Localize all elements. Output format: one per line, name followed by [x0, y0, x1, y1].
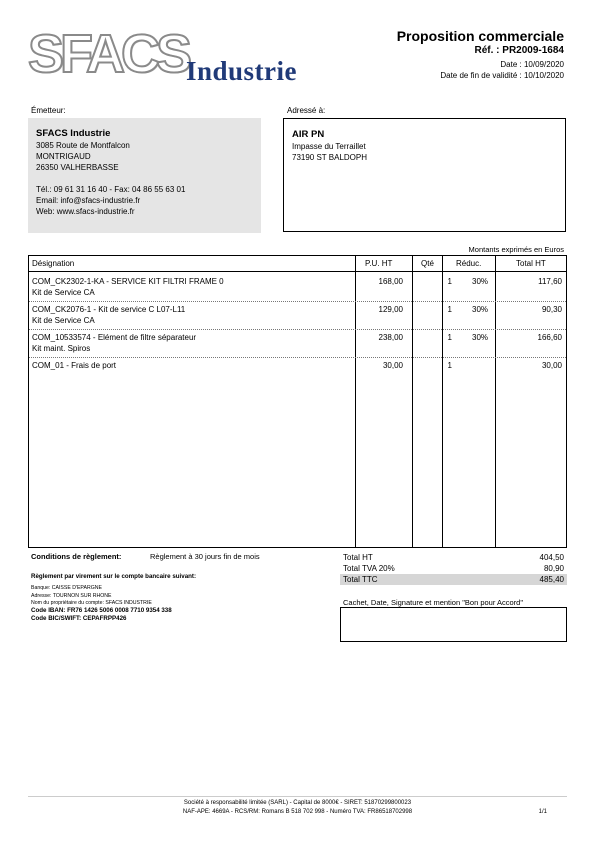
row-discount: 30%: [472, 333, 489, 342]
total-ttc-label: Total TTC: [343, 575, 378, 584]
row-description: Kit de Service CA: [32, 316, 95, 325]
bank-transfer-title: Règlement par virement sur le compte bancaire suivant:: [31, 573, 197, 580]
total-ht-value: 404,50: [539, 553, 564, 562]
footer-registration-line: NAF-APE: 4669A - RCS/RM: Romans B 518 702 998 - Numéro TVA: FR86518702998: [182, 809, 413, 815]
row-designation: COM_10533574 - Elément de filtre séparateur: [32, 333, 197, 342]
total-tva-value: 80,90: [543, 564, 564, 573]
total-ttc-value: 485,40: [539, 575, 564, 584]
row-total: 30,00: [541, 361, 562, 370]
column-header-discount: Réduc.: [456, 259, 482, 268]
row-quantity: 1: [447, 305, 452, 314]
bank-address: Adresse: TOURNON SUR RHONE: [31, 593, 112, 599]
column-header-unit-price: P.U. HT: [365, 259, 393, 268]
sender-address-line: 26350 VALHERBASSE: [36, 163, 119, 172]
row-unit-price: 238,00: [378, 333, 403, 342]
recipient-name: AIR PN: [292, 129, 325, 140]
row-quantity: 1: [447, 333, 452, 342]
sender-phone: Tél.: 09 61 31 16 40 - Fax: 04 86 55 63 01: [36, 185, 186, 194]
items-table: [28, 255, 567, 548]
column-header-quantity: Qté: [421, 259, 434, 268]
column-header-designation: Désignation: [32, 259, 75, 268]
row-total: 166,60: [537, 333, 562, 342]
row-quantity: 1: [447, 277, 452, 286]
row-description: Kit de Service CA: [32, 288, 95, 297]
recipient-label: Adressé à:: [287, 106, 326, 115]
bank-account-owner: Nom du propriétaire du compte: SFACS INDUSTRIE: [31, 600, 152, 606]
document-title: Proposition commerciale: [396, 28, 564, 44]
row-unit-price: 30,00: [382, 361, 403, 370]
column-header-total: Total HT: [516, 259, 546, 268]
sender-website: Web: www.sfacs-industrie.fr: [36, 207, 135, 216]
sender-address-line: MONTRIGAUD: [36, 152, 91, 161]
sender-email: Email: info@sfacs-industrie.fr: [36, 196, 141, 205]
document-reference: Réf. : PR2009-1684: [474, 45, 564, 56]
row-discount: 30%: [472, 305, 489, 314]
sender-box: [28, 118, 261, 233]
row-designation: COM_CK2302-1-KA - SERVICE KIT FILTRI FRAME 0: [32, 277, 224, 286]
footer-divider: [28, 796, 567, 797]
sender-name: SFACS Industrie: [36, 128, 111, 139]
total-ttc-row: [340, 574, 567, 585]
company-logo: [28, 24, 318, 86]
row-quantity: 1: [447, 361, 452, 370]
bank-bic: Code BIC/SWIFT: CEPAFRPP426: [31, 615, 127, 622]
page-number: 1/1: [538, 809, 547, 815]
signature-label: Cachet, Date, Signature et mention "Bon pour Accord": [343, 598, 524, 607]
total-ht-label: Total HT: [343, 553, 373, 562]
recipient-box: [283, 118, 566, 232]
recipient-address-line: 73190 ST BALDOPH: [292, 153, 368, 162]
payment-conditions-value: Règlement à 30 jours fin de mois: [150, 552, 260, 561]
row-total: 117,60: [538, 277, 562, 286]
document-date: Date : 10/09/2020: [500, 60, 564, 69]
total-tva-label: Total TVA 20%: [343, 564, 395, 573]
row-discount: 30%: [472, 277, 489, 286]
total-ht-row: [340, 552, 567, 563]
row-total: 90,30: [541, 305, 562, 314]
bank-name: Banque: CAISSE D'EPARGNE: [31, 585, 102, 591]
recipient-address-line: Impasse du Terraillet: [292, 142, 366, 151]
row-designation: COM_CK2076-1 - Kit de service C L07-L11: [32, 305, 186, 314]
sender-address-line: 3085 Route de Montfalcon: [36, 141, 130, 150]
row-designation: COM_01 - Frais de port: [32, 361, 117, 370]
logo-main-text: SFACS: [28, 24, 189, 84]
sender-label: Émetteur:: [31, 106, 66, 115]
bank-iban: Code IBAN: FR76 1426 5006 0008 7710 9354 338: [31, 607, 172, 614]
signature-box[interactable]: [340, 607, 567, 642]
row-unit-price: 168,00: [378, 277, 403, 286]
currency-note: Montants exprimés en Euros: [468, 245, 564, 254]
row-description: Kit maint. Spiros: [32, 344, 91, 353]
total-tva-row: [340, 563, 567, 574]
row-unit-price: 129,00: [378, 305, 403, 314]
footer-legal-line: Société à responsabilité limitée (SARL) - Capital de 8000€ - SIRET: 51870299800023: [183, 800, 412, 806]
payment-conditions-label: Conditions de règlement:: [31, 552, 122, 561]
logo-sub-text: Industrie: [186, 56, 298, 86]
document-validity-date: Date de fin de validité : 10/10/2020: [440, 71, 564, 80]
